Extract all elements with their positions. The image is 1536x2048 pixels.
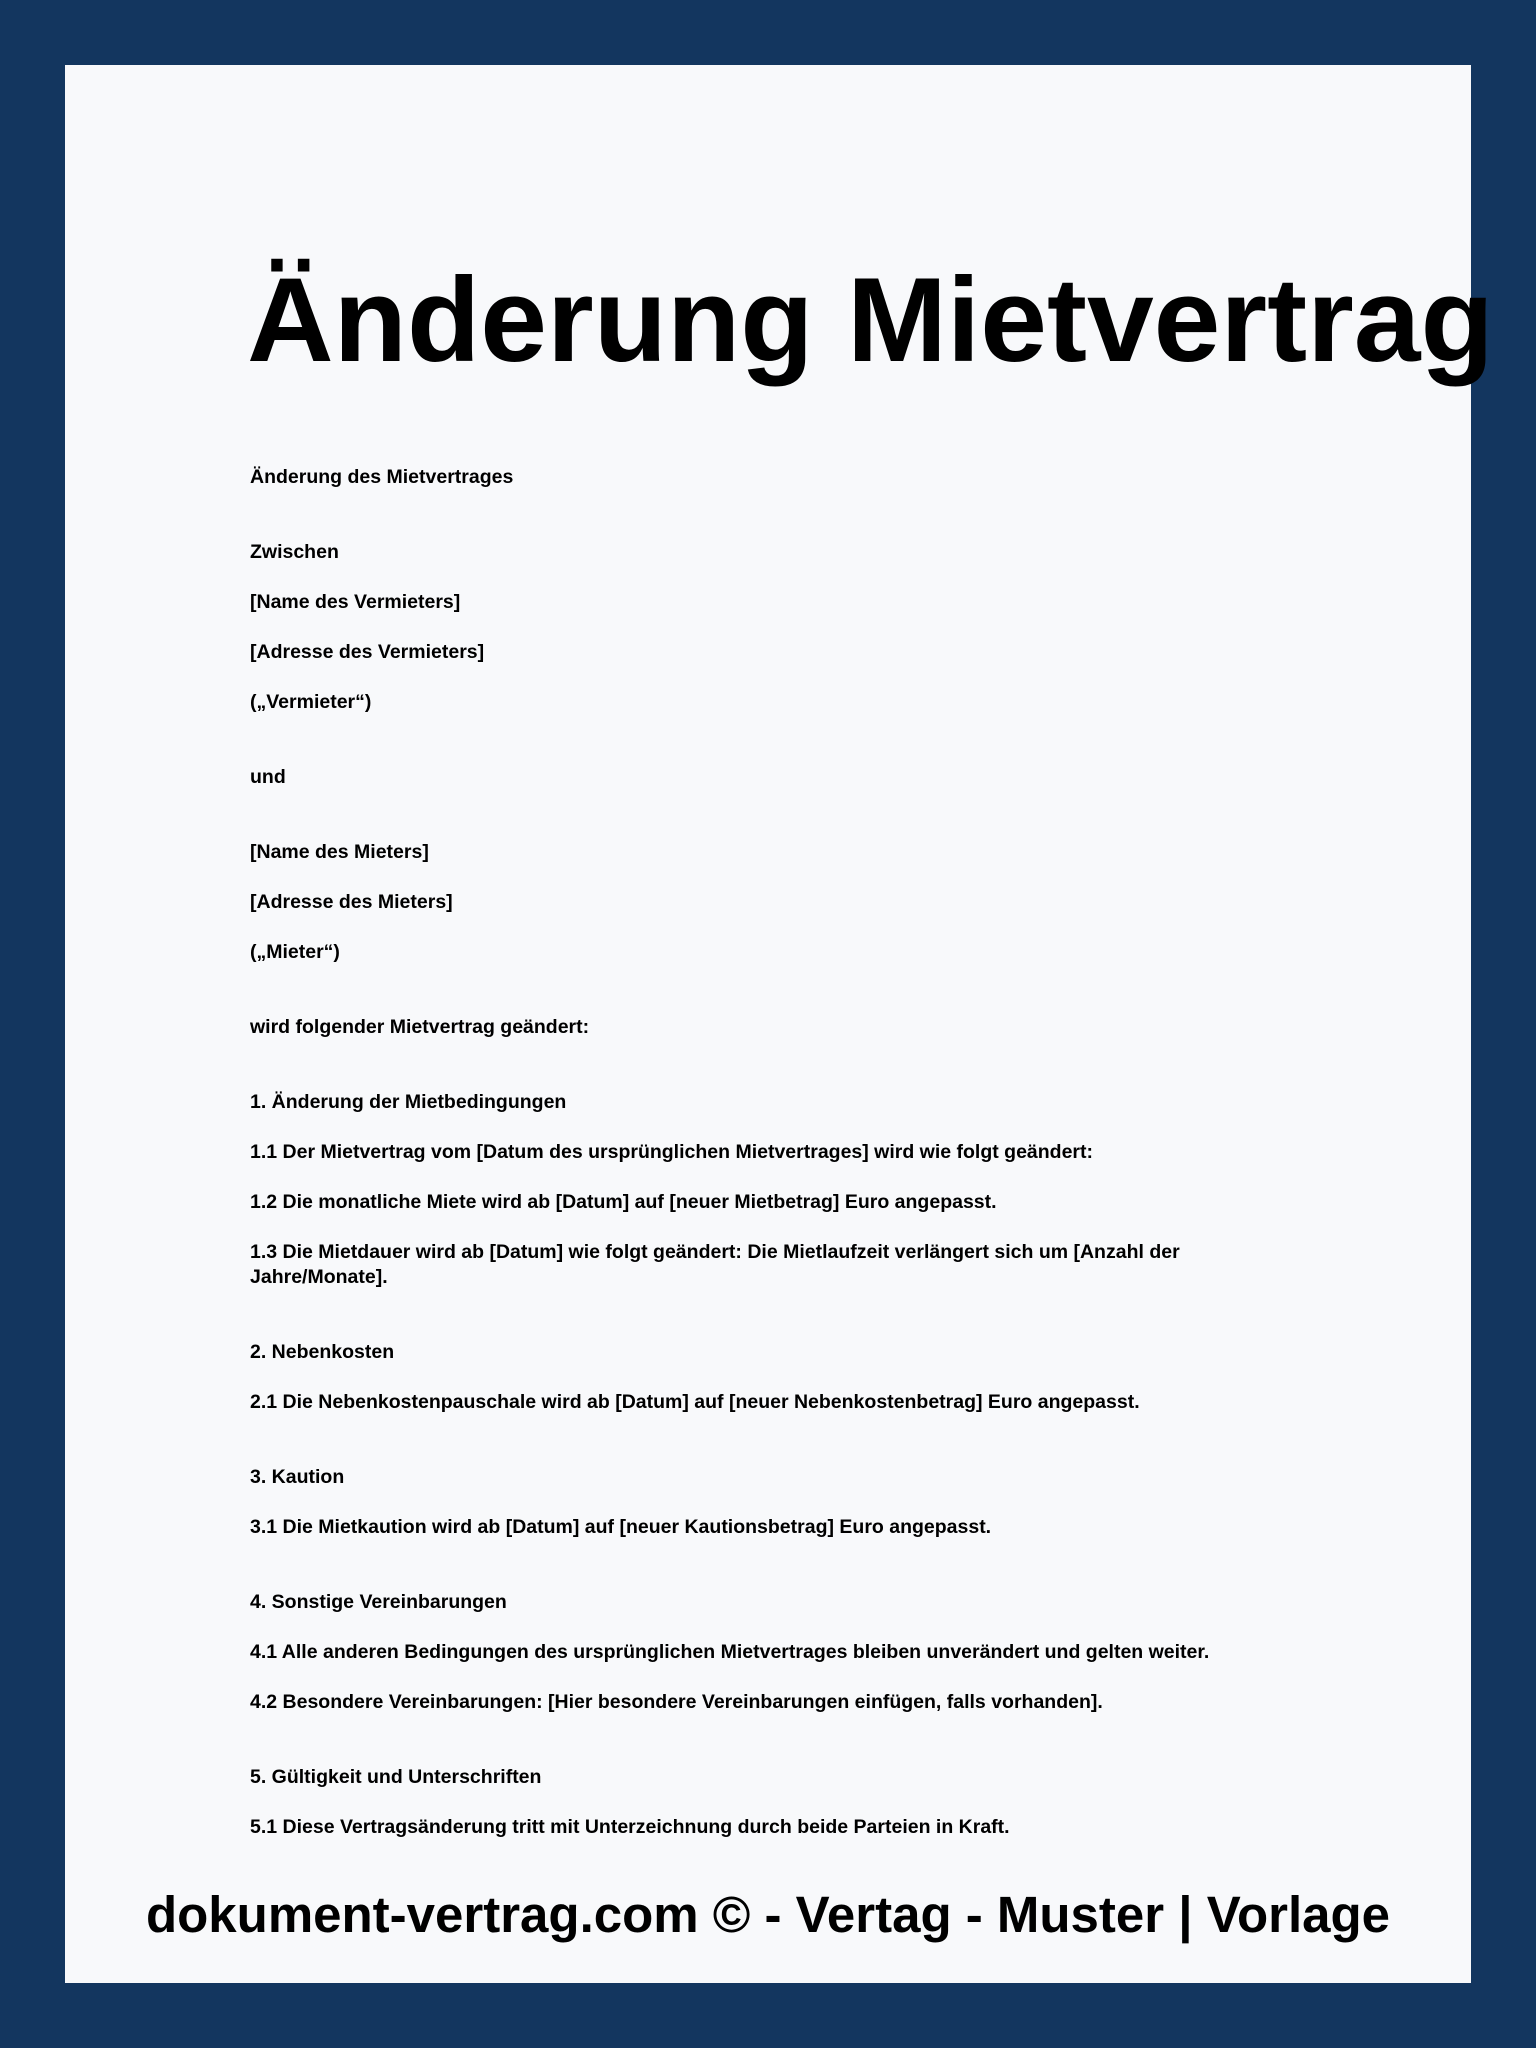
paragraph-tenant-role: („Mieter“): [250, 941, 340, 963]
footer-watermark: dokument-vertrag.com © - Vertag - Muster | Vorlage: [146, 1886, 1390, 1943]
clause-1-2: 1.2 Die monatliche Miete wird ab [Datum] auf [neuer Mietbetrag] Euro angepasst.: [250, 1191, 997, 1213]
document-heading: Änderung des Mietvertrages: [250, 466, 514, 488]
section-heading-2: 2. Nebenkosten: [250, 1341, 395, 1363]
clause-1-1: 1.1 Der Mietvertrag vom [Datum des ursprünglichen Mietvertrages] wird wie folgt geändert:: [250, 1141, 1094, 1163]
section-heading-1: 1. Änderung der Mietbedingungen: [250, 1091, 567, 1113]
paragraph-intro: wird folgender Mietvertrag geändert:: [250, 1016, 590, 1038]
clause-2-1: 2.1 Die Nebenkostenpauschale wird ab [Datum] auf [neuer Nebenkostenbetrag] Euro angepasst.: [250, 1391, 1140, 1413]
paragraph-and: und: [250, 766, 286, 788]
clause-1-3: 1.3 Die Mietdauer wird ab [Datum] wie folgt geändert: Die Mietlaufzeit verlängert sich um [Anzahl der Jahre/Monate].: [250, 1241, 1180, 1288]
section-heading-4: 4. Sonstige Vereinbarungen: [250, 1591, 507, 1613]
paragraph-between: Zwischen: [250, 541, 339, 563]
clause-3-1: 3.1 Die Mietkaution wird ab [Datum] auf [neuer Kautionsbetrag] Euro angepasst.: [250, 1516, 992, 1538]
paragraph-tenant-name: [Name des Mieters]: [250, 841, 429, 863]
clause-4-1: 4.1 Alle anderen Bedingungen des ursprünglichen Mietvertrages bleiben unverändert und gelten weiter.: [250, 1641, 1210, 1663]
document-page: [65, 65, 1494, 1983]
paragraph-landlord-name: [Name des Vermieters]: [250, 591, 461, 613]
paragraph-landlord-role: („Vermieter“): [250, 691, 372, 713]
paragraph-landlord-address: [Adresse des Vermieters]: [250, 641, 485, 663]
section-heading-3: 3. Kaution: [250, 1466, 345, 1488]
document-title: Änderung Mietvertrag: [247, 253, 1494, 387]
clause-5-1: 5.1 Diese Vertragsänderung tritt mit Unterzeichnung durch beide Parteien in Kraft.: [250, 1816, 1010, 1838]
paragraph-tenant-address: [Adresse des Mieters]: [250, 891, 453, 913]
section-heading-5: 5. Gültigkeit und Unterschriften: [250, 1766, 542, 1788]
clause-4-2: 4.2 Besondere Vereinbarungen: [Hier besondere Vereinbarungen einfügen, falls vorhanden].: [250, 1691, 1103, 1713]
